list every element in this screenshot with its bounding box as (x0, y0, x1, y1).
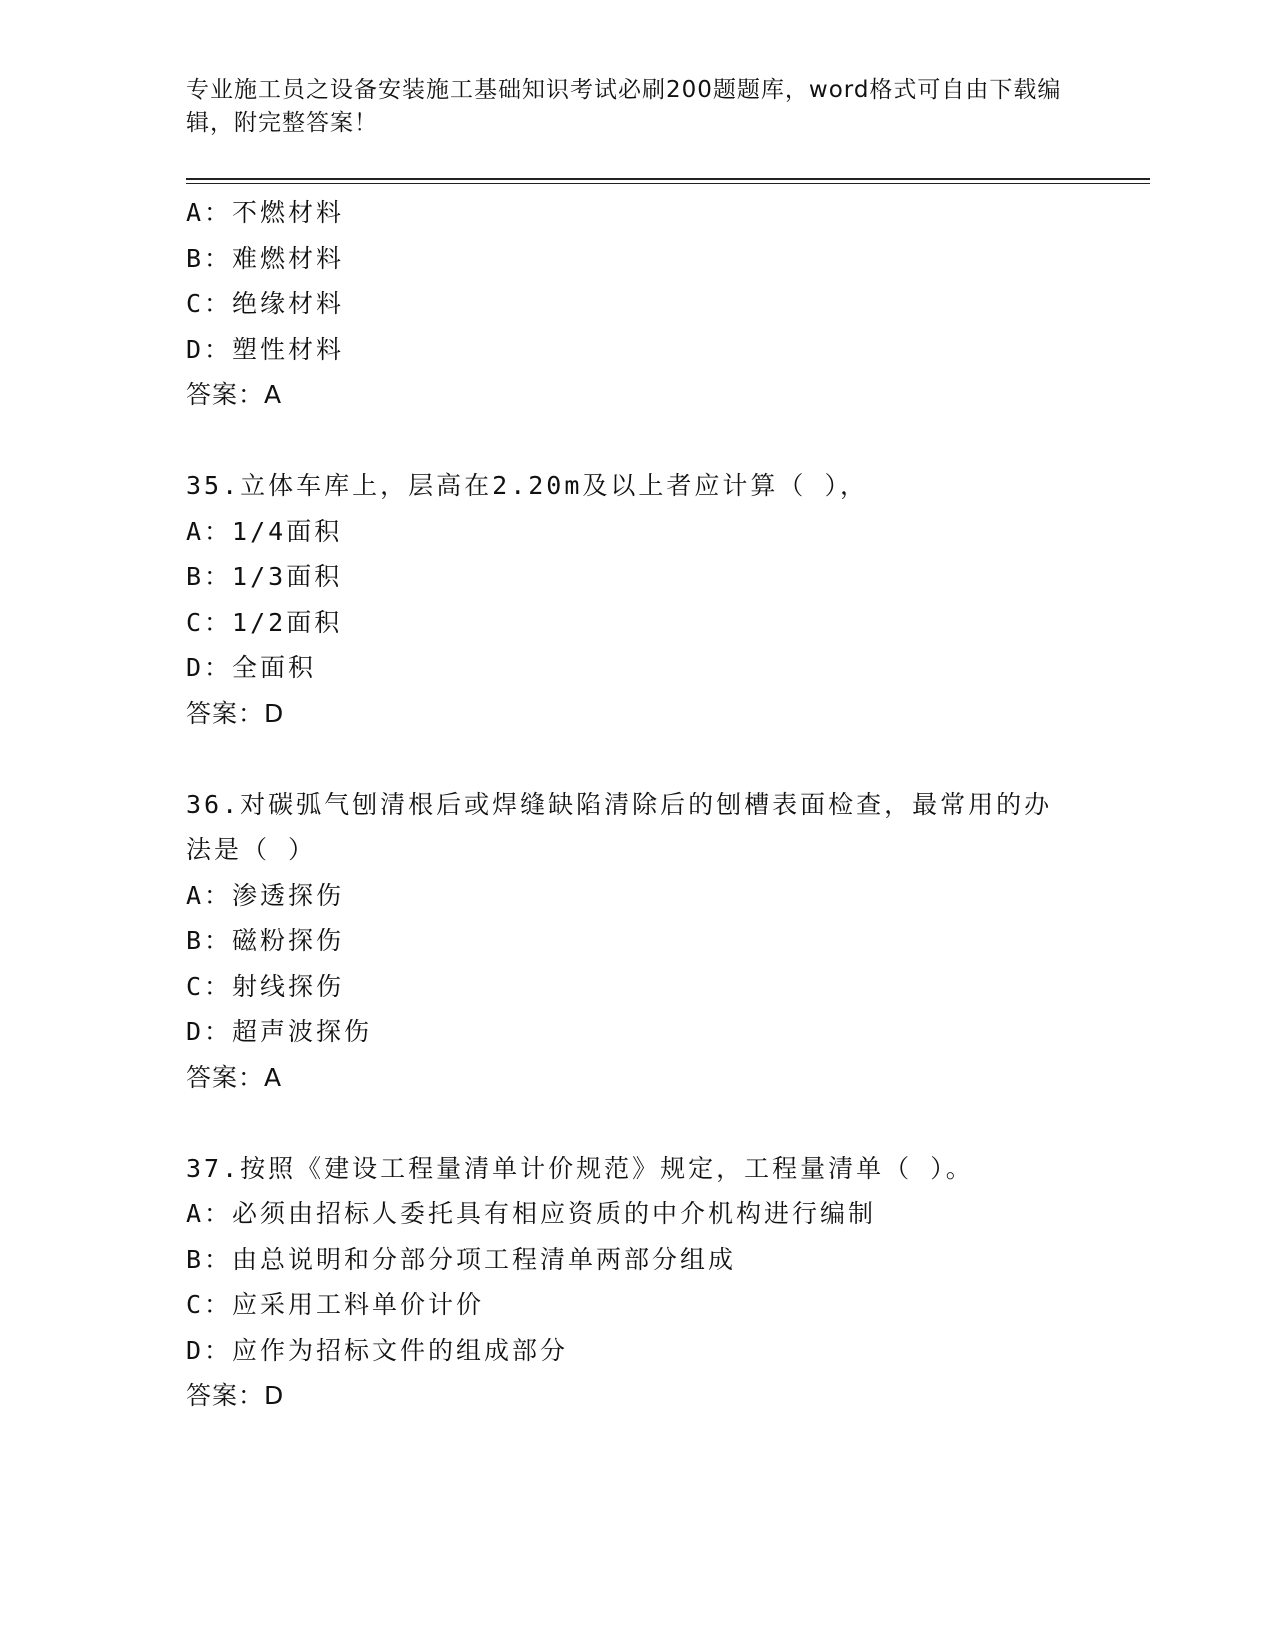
option-a: A：渗透探伤 (186, 880, 345, 910)
header-divider-thick (186, 178, 1150, 180)
document-header-title: 专业施工员之设备安装施工基础知识考试必刷200题题库，word格式可自由下载编辑，附完整答案！ (186, 77, 1062, 136)
option-a: A：不燃材料 (186, 198, 345, 227)
question-item (186, 190, 1150, 418)
option-a: A：必须由招标人委托具有相应资质的中介机构进行编制 (186, 1199, 877, 1228)
option-b: B：难燃材料 (186, 243, 345, 273)
question-stem: 35.立体车库上，层高在2.20m及以上者应计算（ ）， (186, 471, 868, 500)
header-divider-thin (186, 183, 1150, 184)
option-c: C：绝缘材料 (186, 289, 345, 318)
option-b: B：1/3面积 (186, 562, 343, 591)
question-list (186, 190, 1150, 1419)
answer-line: 答案：A (186, 1062, 283, 1092)
question-item (186, 782, 1150, 1101)
question-item (186, 1146, 1150, 1419)
option-d: D：超声波探伤 (186, 1017, 373, 1046)
answer-line: 答案：D (186, 698, 285, 728)
question-item (186, 463, 1150, 736)
answer-line: 答案：A (186, 380, 283, 409)
question-stem: 36.对碳弧气刨清根后或焊缝缺陷清除后的刨槽表面检查，最常用的办法是（ ） (186, 789, 1053, 864)
option-d: D：塑性材料 (186, 334, 345, 364)
option-c: C：1/2面积 (186, 607, 343, 637)
option-b: B：由总说明和分部分项工程清单两部分组成 (186, 1244, 737, 1274)
option-c: C：射线探伤 (186, 971, 345, 1001)
option-d: D：全面积 (186, 653, 317, 682)
option-c: C：应采用工料单价计价 (186, 1290, 485, 1319)
answer-line: 答案：D (186, 1381, 285, 1410)
option-a: A：1/4面积 (186, 516, 343, 546)
option-d: D：应作为招标文件的组成部分 (186, 1335, 569, 1365)
option-b: B：磁粉探伤 (186, 926, 345, 955)
question-stem: 37.按照《建设工程量清单计价规范》规定，工程量清单（ ）。 (186, 1153, 974, 1183)
